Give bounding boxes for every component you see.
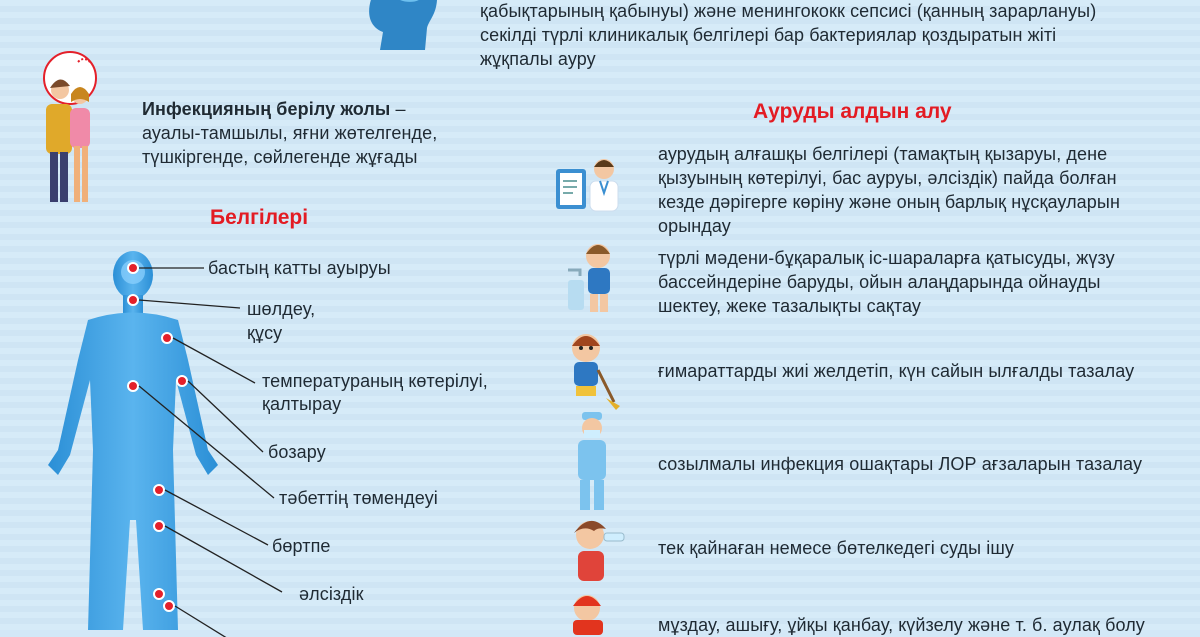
prevention-line: кезде дәрігерге көріну және оның барлық нұсқауларын <box>658 192 1120 212</box>
prevention-item-2 <box>658 247 1115 318</box>
intro-line: қабықтарының қабынуы) және менингококк сепсисі (қанның зарарлануы) <box>480 1 1097 21</box>
boy-washing-hands-icon <box>562 240 622 315</box>
nurse-icon <box>570 412 614 512</box>
symptom-weakness: әлсіздік <box>299 584 364 604</box>
symptom-chills: қалтырау <box>262 394 342 414</box>
symptom-fever: температураның көтерілуі, <box>262 371 488 391</box>
sick-person-icon <box>565 590 615 635</box>
symptom-pallor: бозару <box>268 442 326 462</box>
intro-line: жұқпалы ауру <box>480 49 596 69</box>
prevention-item-6: мұздау, ашығу, ұйқы қанбау, күйзелу және т. б. аулақ болу <box>658 615 1145 635</box>
symptom-thirst: шөлдеу, <box>247 299 316 319</box>
symptoms-title: Белгілері <box>210 206 309 229</box>
transmission-line: түшкіргенде, сөйлегенде жұғады <box>142 147 418 167</box>
prevention-item-3: ғимараттарды жиі желдетіп, күн сайын ылғалды тазалау <box>658 361 1135 381</box>
prevention-item-1 <box>658 143 1120 238</box>
doctor-icon <box>554 155 628 215</box>
prevention-item-5: тек қайнаған немесе бөтелкедегі суды ішу <box>658 538 1015 558</box>
symptom-rash: бөртпе <box>272 536 331 556</box>
prevention-item-4: созылмалы инфекция ошақтары ЛОР ағзаларын тазалау <box>658 454 1143 474</box>
transmission-dash: – <box>390 99 406 119</box>
prevention-line: орындау <box>658 216 731 236</box>
symptom-headache: бастың катты ауыруы <box>208 258 391 278</box>
symptom-vomit: құсу <box>247 323 283 343</box>
prevention-title: Ауруды алдын алу <box>753 100 952 123</box>
transmission-line: ауалы-тамшылы, яғни жөтелгенде, <box>142 123 438 143</box>
boy-drinking-icon <box>560 515 630 585</box>
prevention-line: бассейндеріне баруды, ойын алаңдарында ойнауды <box>658 272 1101 292</box>
prevention-line: аурудың алғашқы белгілері (тамақтың қызаруы, дене <box>658 144 1108 164</box>
prevention-line: қызуының көтерілуі, бас ауруы, әлсіздік) пайда болған <box>658 168 1117 188</box>
boy-cleaning-icon <box>562 330 622 410</box>
intro-line: секілді түрлі клиникалық белгілері бар бактериялар қоздыратын жіті <box>480 25 1057 45</box>
symptom-appetite: тәбеттің төмендеуі <box>279 488 438 508</box>
transmission-title: Инфекцияның берілу жолы <box>142 99 391 119</box>
prevention-line: шектеу, жеке тазалықты сақтау <box>658 296 921 316</box>
prevention-line: түрлі мәдени-бұқаралық іс-шараларға қатысуды, жүзу <box>658 248 1115 268</box>
